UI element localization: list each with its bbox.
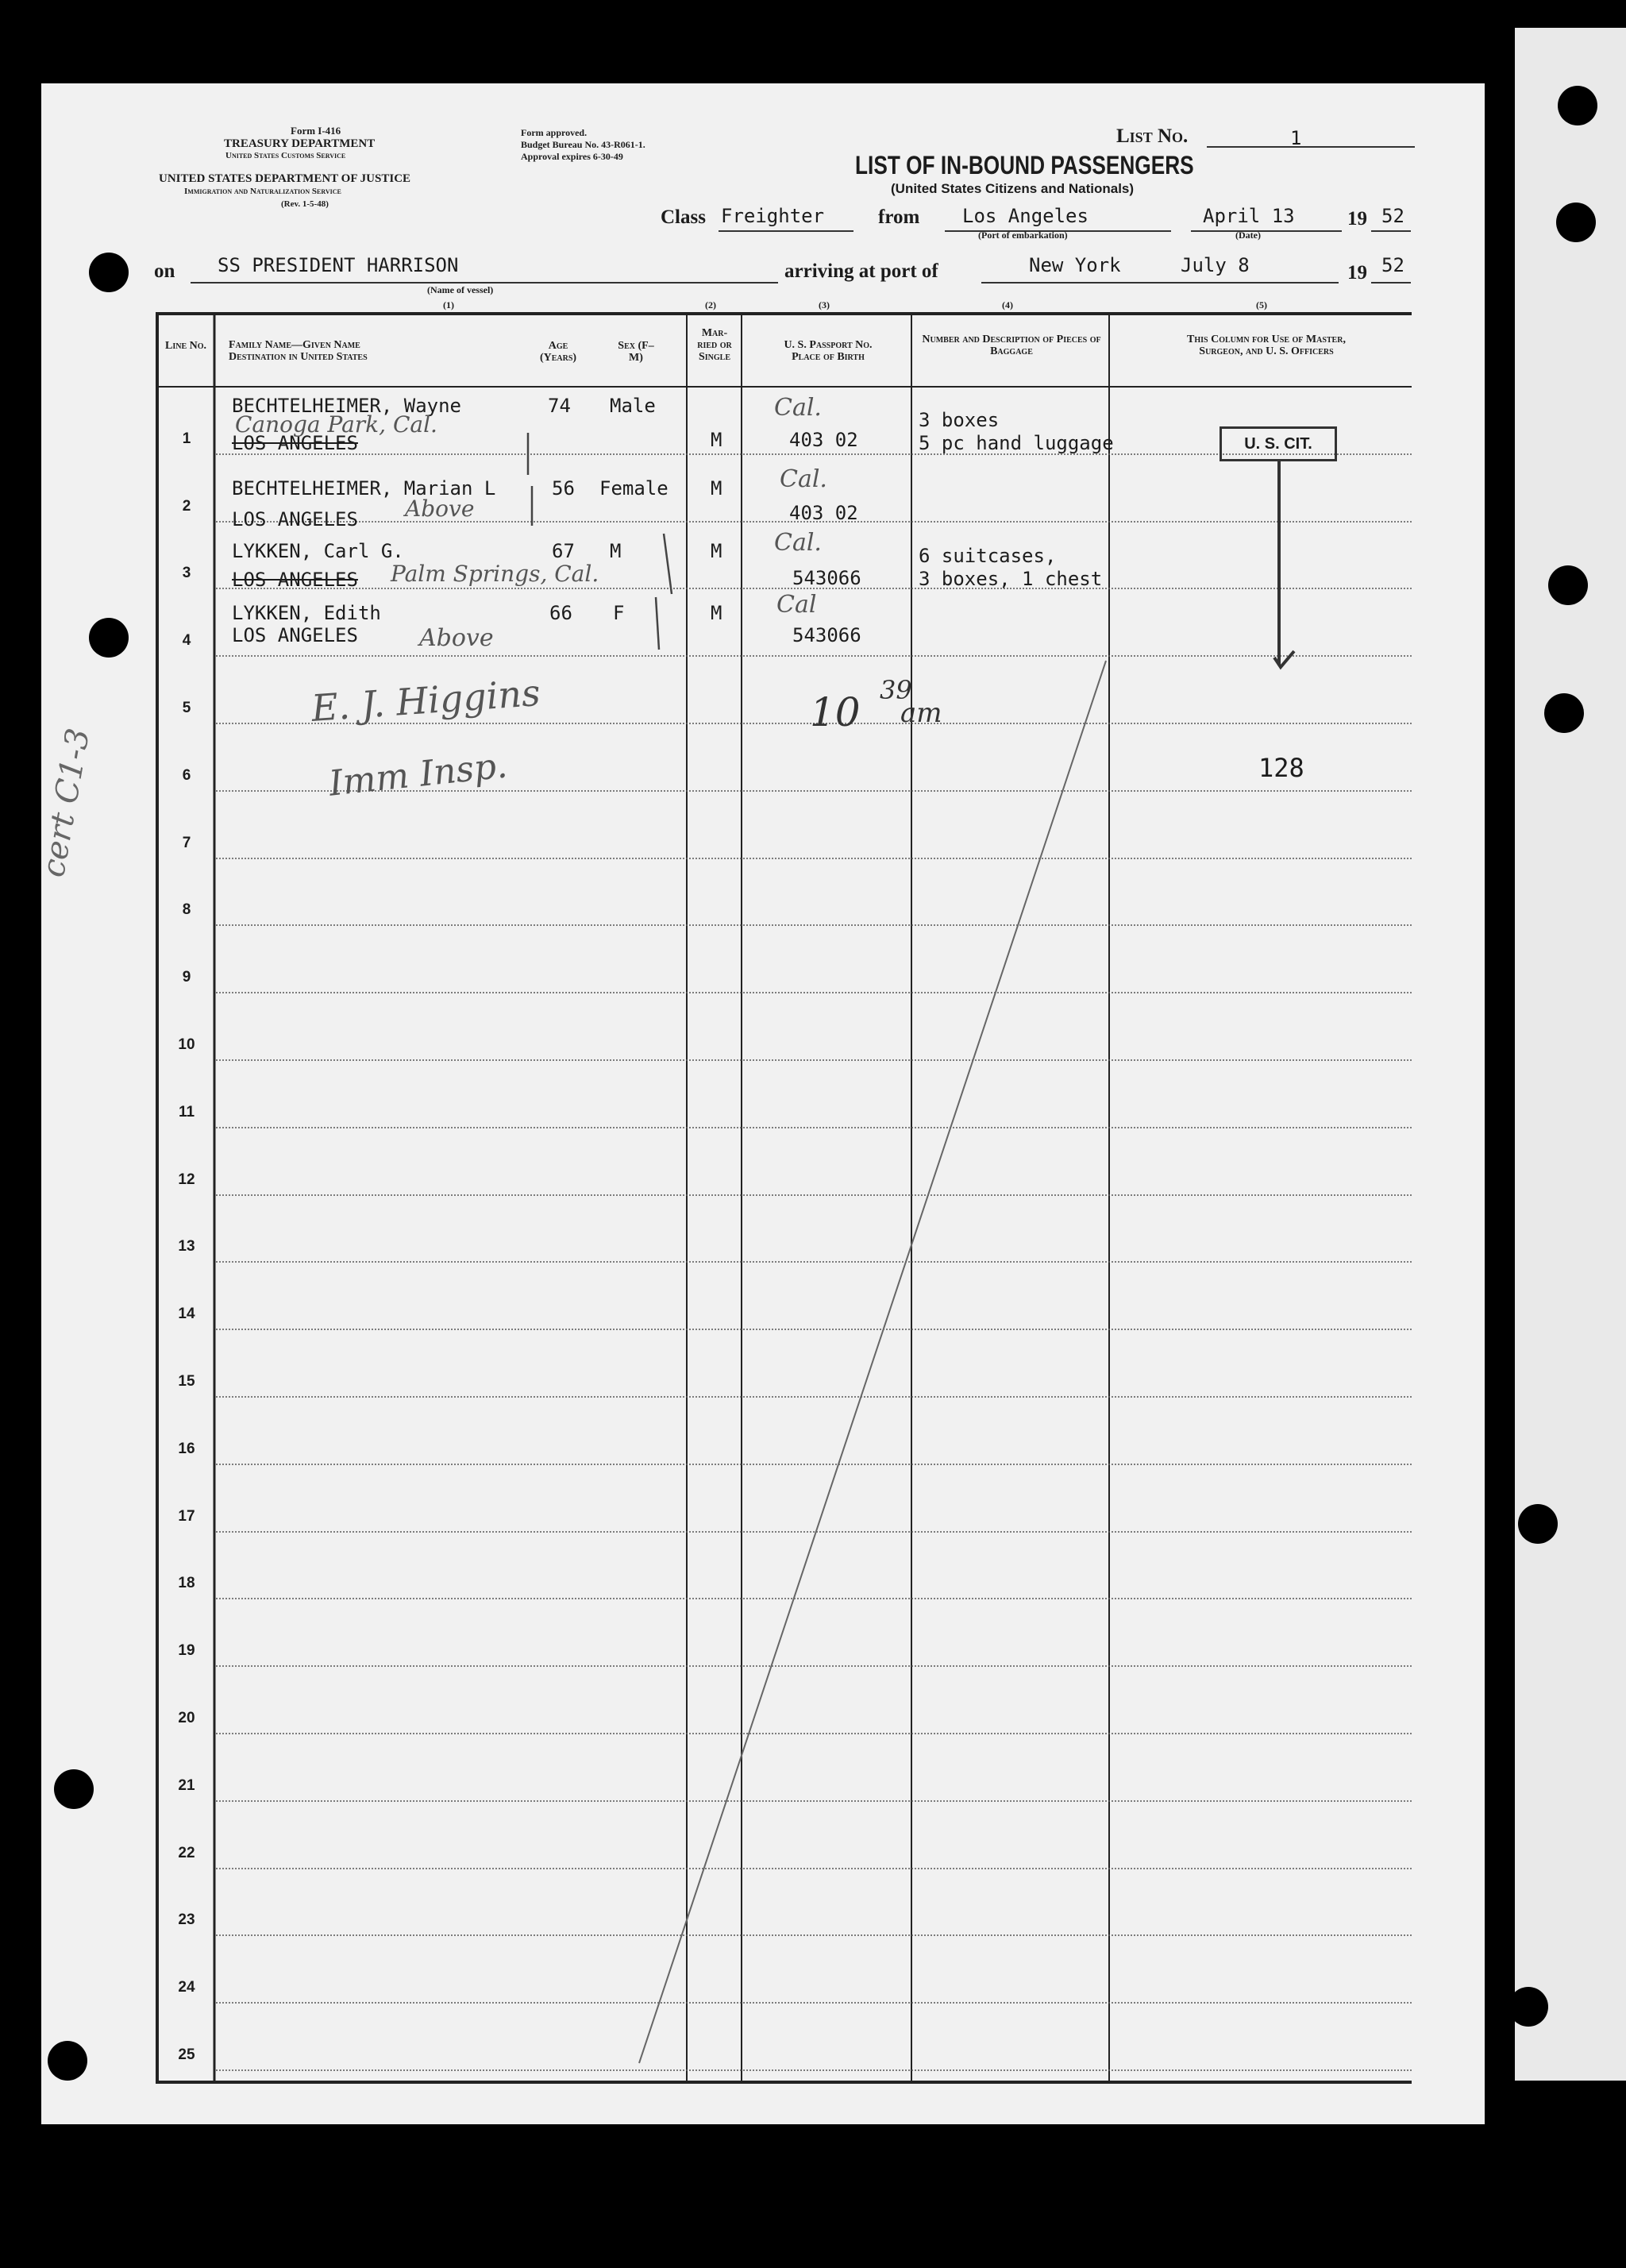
line-number: 12 xyxy=(178,1171,195,1188)
line-number: 25 xyxy=(178,2046,195,2063)
baggage-description: 6 suitcases, xyxy=(919,545,1057,567)
ins-service: Immigration and Naturalization Service xyxy=(184,187,341,196)
passenger-destination: LOS ANGELES xyxy=(232,624,358,646)
line-number: 22 xyxy=(178,1845,195,1861)
revision-date: (Rev. 1-5-48) xyxy=(281,199,329,209)
arrival-date: July 8 xyxy=(1181,254,1250,276)
passenger-married: M xyxy=(711,477,722,499)
passenger-sex: Female xyxy=(599,477,669,499)
column-number: (1) xyxy=(443,299,454,310)
passenger-sex: Male xyxy=(610,395,656,417)
column-number: (4) xyxy=(1002,299,1013,310)
line-number: 20 xyxy=(178,1710,195,1726)
line-number: 13 xyxy=(178,1238,195,1255)
line-number: 19 xyxy=(178,1642,195,1659)
header-baggage: Number and Description of Pieces of Baggage xyxy=(922,334,1101,357)
passenger-name: LYKKEN, Edith xyxy=(232,602,381,624)
baggage-description: 3 boxes, 1 chest xyxy=(919,568,1103,590)
form-title: LIST OF IN-BOUND PASSENGERS xyxy=(855,151,1194,179)
department-of-justice: UNITED STATES DEPARTMENT OF JUSTICE xyxy=(159,172,411,185)
passenger-destination: LOS ANGELES xyxy=(232,569,358,591)
budget-bureau: Budget Bureau No. 43-R061-1. xyxy=(521,139,645,150)
passenger-married: M xyxy=(711,429,722,451)
handwritten-destination: Above xyxy=(419,624,494,652)
header-married: Mar-ried or Single xyxy=(697,327,732,363)
birth-place: Cal xyxy=(776,591,817,619)
arrival-port: New York xyxy=(1029,254,1121,276)
arriving-label: arriving at port of xyxy=(784,260,938,282)
passport-number: 403 02 xyxy=(789,429,858,451)
column-number: (2) xyxy=(705,299,716,310)
stamp-count: 128 xyxy=(1258,753,1304,783)
header-line-no: Line No. xyxy=(165,340,207,352)
passenger-married: M xyxy=(711,540,722,562)
passport-number: 543066 xyxy=(792,624,861,646)
date-caption: (Date) xyxy=(1235,230,1261,241)
line-number: 21 xyxy=(178,1777,195,1794)
header-destination: Destination in United States xyxy=(229,351,368,363)
from-label: from xyxy=(878,206,920,228)
vessel-caption: (Name of vessel) xyxy=(427,284,494,295)
line-number: 14 xyxy=(178,1306,195,1322)
time-note-minutes: 39 xyxy=(880,675,912,705)
customs-service: United States Customs Service xyxy=(225,151,346,160)
embarkation-year: 52 xyxy=(1381,205,1404,227)
header-name: Family Name—Given Name xyxy=(229,339,360,351)
passenger-age: 67 xyxy=(552,540,575,562)
form-number: Form I-416 xyxy=(291,125,341,137)
baggage-description: 3 boxes xyxy=(919,409,1000,431)
treasury-department: TREASURY DEPARTMENT xyxy=(224,137,376,150)
line-number: 18 xyxy=(178,1575,195,1591)
header-birth: Place of Birth xyxy=(792,351,865,363)
form-subtitle: (United States Citizens and Nationals) xyxy=(891,181,1135,196)
passenger-name: BECHTELHEIMER, Marian L xyxy=(232,477,496,499)
birth-place: Cal. xyxy=(774,394,822,422)
passenger-married: M xyxy=(711,602,722,624)
handwritten-destination: Palm Springs, Cal. xyxy=(391,561,599,587)
passport-number: 403 02 xyxy=(789,502,858,524)
passenger-destination: LOS ANGELES xyxy=(232,508,358,530)
birth-place: Cal. xyxy=(780,465,827,493)
line-number: 6 xyxy=(182,767,191,784)
handwritten-destination: Canoga Park, Cal. xyxy=(235,411,437,438)
line-number: 2 xyxy=(182,498,191,515)
class-value: Freighter xyxy=(721,205,825,227)
line-number: 1 xyxy=(182,430,191,447)
on-label: on xyxy=(154,260,175,282)
line-number: 23 xyxy=(178,1911,195,1928)
margin-note: cert C1-3 xyxy=(35,725,98,880)
header-sex: Sex (F–M) xyxy=(618,340,654,364)
line-number: 15 xyxy=(178,1373,195,1390)
list-no-value: 1 xyxy=(1290,127,1302,149)
line-number: 17 xyxy=(178,1508,195,1525)
inspector-title: Imm Insp. xyxy=(326,745,510,804)
port-caption: (Port of embarkation) xyxy=(978,230,1068,241)
line-number: 5 xyxy=(182,700,191,716)
port-of-embarkation: Los Angeles xyxy=(962,205,1088,227)
line-number: 3 xyxy=(182,565,191,581)
arrival-year: 52 xyxy=(1381,254,1404,276)
approval-expiry: Approval expires 6-30-49 xyxy=(521,151,623,162)
header-passport: U. S. Passport No. xyxy=(784,339,873,351)
line-number: 4 xyxy=(182,632,191,649)
inspector-signature: E. J. Higgins xyxy=(310,670,542,731)
line-number: 10 xyxy=(178,1036,195,1053)
passenger-age: 56 xyxy=(552,477,575,499)
column-number: (3) xyxy=(819,299,830,310)
birth-place: Cal. xyxy=(774,529,822,557)
time-note-unit: am xyxy=(900,697,942,729)
list-no-label: List No. xyxy=(1116,125,1189,147)
line-number: 24 xyxy=(178,1979,195,1996)
line-number: 9 xyxy=(182,969,191,986)
embarkation-date: April 13 xyxy=(1203,205,1295,227)
form-approved: Form approved. xyxy=(521,127,588,138)
column-number: (5) xyxy=(1256,299,1267,310)
vessel-name: SS PRESIDENT HARRISON xyxy=(218,254,459,276)
passenger-destination: LOS ANGELES xyxy=(232,432,358,454)
time-note: 10 xyxy=(810,689,861,735)
handwritten-destination: Above xyxy=(405,496,475,522)
year-prefix: 19 xyxy=(1347,208,1367,230)
line-number: 16 xyxy=(178,1441,195,1457)
passenger-name: LYKKEN, Carl G. xyxy=(232,540,404,562)
passenger-sex: M xyxy=(610,540,622,562)
passport-number: 543066 xyxy=(792,567,861,589)
passenger-name: BECHTELHEIMER, Wayne xyxy=(232,395,461,417)
passenger-age: 74 xyxy=(548,395,571,417)
line-number: 11 xyxy=(178,1104,195,1120)
header-officers: This Column for Use of Master, Surgeon, and U. S. Officers xyxy=(1187,334,1346,357)
passenger-sex: F xyxy=(613,602,625,624)
us-citizen-stamp: U. S. CIT. xyxy=(1220,426,1337,461)
passenger-age: 66 xyxy=(549,602,572,624)
class-label: Class xyxy=(661,206,706,228)
header-age: Age (Years) xyxy=(539,340,577,364)
line-number: 7 xyxy=(182,835,191,851)
line-number: 8 xyxy=(182,901,191,918)
baggage-description: 5 pc hand luggage xyxy=(919,432,1114,454)
arrival-year-prefix: 19 xyxy=(1347,262,1367,284)
